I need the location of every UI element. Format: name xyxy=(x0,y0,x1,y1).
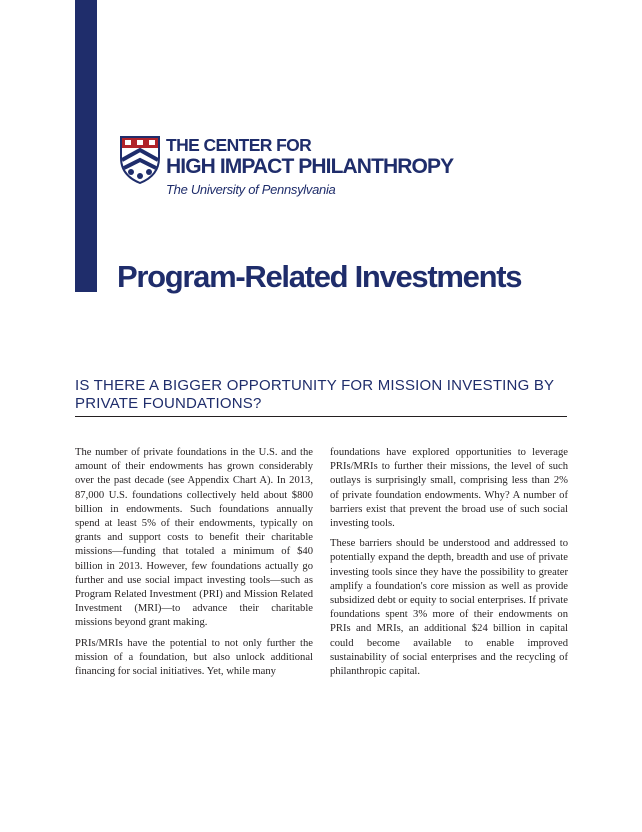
logo-line-3: The University of Pennsylvania xyxy=(166,182,336,197)
section-heading: IS THERE A BIGGER OPPORTUNITY FOR MISSION INVESTING BY PRIVATE FOUNDATIONS? xyxy=(75,377,554,412)
paragraph: These barriers should be understood and addressed to potentially expand the depth, breadth and use of private investing tools since they have the possibility to greater amplify a foundation's core mission as well as provide subsidized debt or equity to social enterprises. If private foundations spent 3% more of their endowments on PRIs and MRIs, an additional $24 billion in capital could become available to enable improved sustainability of social enterprises and the recycling of philanthropic capital. xyxy=(330,538,568,678)
center-logo xyxy=(120,135,454,200)
heading-divider xyxy=(75,416,567,417)
right-column xyxy=(330,446,568,685)
decorative-left-bar xyxy=(75,0,97,292)
document-title: Program-Related Investments xyxy=(117,259,522,294)
left-column xyxy=(75,446,313,685)
logo-line-2: HIGH IMPACT PHILANTHROPY xyxy=(166,155,454,178)
logo-line-1: THE CENTER FOR xyxy=(166,135,312,155)
paragraph: PRIs/MRIs have the potential to not only further the mission of a foundation, but also unlock additional financing for social initiatives. Yet, while many xyxy=(75,637,313,678)
penn-shield-icon xyxy=(120,136,160,184)
paragraph: foundations have explored opportunities to leverage PRIs/MRIs to further their missions, the level of such outlays is surprisingly small, comprising less than 2% of private foundation endowments. Why? A number of barriers exist that prevent the broad use of such social investing tools. xyxy=(330,447,568,530)
paragraph: The number of private foundations in the U.S. and the amount of their endowments has grown considerably over the past decade (see Appendix Chart A). In 2013, 87,000 U.S. foundations collectively held about $800 billion in endowments. Such foundations annually spend at least 5% of their endowments, typically on grants and support costs to benefit their charitable missions—funding that totaled a minimum of $40 billion in 2013. However, few foundations actually go further and use social impact investing tools—such as Program Related Investment (PRI) and Mission Related Investment (MRI)—to advance their charitable missions beyond grant making. xyxy=(75,447,313,629)
